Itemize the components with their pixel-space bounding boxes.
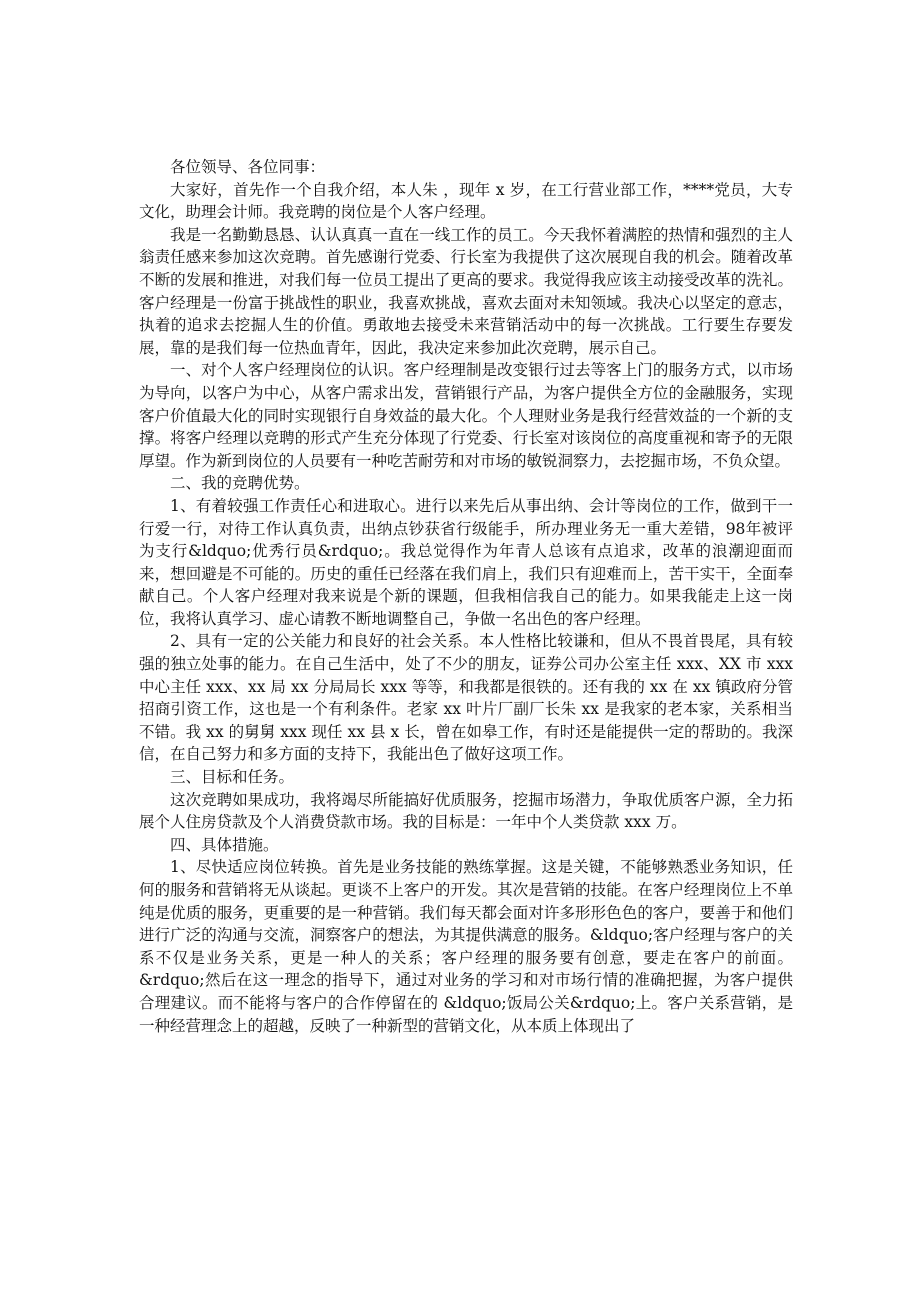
section-4-heading: 四、具体措施。 <box>170 835 279 854</box>
section-1-paragraph: 一、对个人客户经理岗位的认识。客户经理制是改变银行过去等客上门的服务方式，以市场为导向，以客户为中心，从客户需求出发，营销银行产品，为客户提供全方位的金融服务，实现客户价值最大化的同时实现银行自身效益的最大化。个人理财业务是我行经营效益的一个新的支撑。将客户经理以竞聘的形式产生充分体现了行党委、行长室对该岗位的高度重视和寄予的无限厚望。作为新到岗位的人员要有一种吃苦耐劳和对市场的敏锐洞察力，去挖掘市场，不负众望。 <box>139 361 793 470</box>
document-body <box>139 156 793 1037</box>
section-2-heading: 二、我的竞聘优势。 <box>170 474 310 493</box>
section-3-heading: 三、目标和任务。 <box>170 768 295 787</box>
salutation-paragraph: 各位领导、各位同事： <box>170 158 326 176</box>
advantage-2-paragraph: 2、具有一定的公关能力和良好的社会关系。本人性格比较谦和，但从不畏首畏尾，具有较强的独立处事的能力。在自己生活中，处了不少的朋友，证券公司办公室主任 xxx、XX 市 xxx 中心主任 xxx、xx 局 xx 分局局长 xxx 等等，和我都是很铁的。还有我的 xx 在 xx 镇政府分管招商引资工作，这也是一个有利条件。老家 xx 叶片厂副厂长朱 xx 是我家的老本家，关系相当不错。我 xx 的舅舅 xxx 现任 xx 县 x 长，曾在如皋工作，有时还是能提供一定的帮助的。我深信，在自己努力和多方面的支持下，我能出色了做好这项工作。 <box>139 632 793 764</box>
measure-1-paragraph: 1、尽快适应岗位转换。首先是业务技能的熟练掌握。这是关键，不能够熟悉业务知识，任何的服务和营销将无从谈起。更谈不上客户的开发。其次是营销的技能。在客户经理岗位上不单纯是优质的服务，更重要的是一种营销。我们每天都会面对许多形形色色的客户，要善于和他们进行广泛的沟通与交流，洞察客户的想法，为其提供满意的服务。&ldquo;客户经理与客户的关系不仅是业务关系，更是一种人的关系；客户经理的服务要有创意，要走在客户的前面。&rdquo;然后在这一理念的指导下，通过对业务的学习和对市场行情的准确把握，为客户提供合理建议。而不能将与客户的合作停留在的 &ldquo;饭局公关&rdquo;上。客户关系营销，是一种经营理念上的超越，反映了一种新型的营销文化，从本质上体现出了 <box>139 858 793 1035</box>
self-introduction-paragraph: 大家好，首先作一个自我介绍，本人朱 ，现年 x 岁，在工行营业部工作，****党员，大专文化，助理会计师。我竞聘的岗位是个人客户经理。 <box>139 180 793 222</box>
goal-paragraph: 这次竞聘如果成功，我将竭尽所能搞好优质服务，挖掘市场潜力，争取优质客户源，全力拓展个人住房贷款及个人消费贷款市场。我的目标是：一年中个人类贷款 xxx 万。 <box>139 790 793 832</box>
advantage-1-paragraph: 1、有着较强工作责任心和进取心。进行以来先后从事出纳、会计等岗位的工作，做到干一行爱一行，对待工作认真负责，出纳点钞获省行级能手，所办理业务无一重大差错，98年被评为支行&ldquo;优秀行员&rdquo;。我总觉得作为年青人总该有点追求，改革的浪潮迎面而来，想回避是不可能的。历史的重任已经落在我们肩上，我们只有迎难而上，苦干实干，全面奉献自己。个人客户经理对我来说是个新的课题，但我相信我自己的能力。如果我能走上这一岗位，我将认真学习、虚心请教不断地调整自己，争做一名出色的客户经理。 <box>139 496 793 628</box>
motivation-paragraph: 我是一名勤勤恳恳、认认真真一直在一线工作的员工。今天我怀着满腔的热情和强烈的主人翁责任感来参加这次竞聘。首先感谢行党委、行长室为我提供了这次展现自我的机会。随着改革不断的发展和推进，对我们每一位员工提出了更高的要求。我觉得我应该主动接受改革的洗礼。客户经理是一份富于挑战性的职业，我喜欢挑战，喜欢去面对未知领域。我决心以坚定的意志，执着的追求去挖掘人生的价值。勇敢地去接受未来营销活动中的每一次挑战。工行要生存要发展，靠的是我们每一位热血青年，因此，我决定来参加此次竞聘，展示自己。 <box>139 225 793 357</box>
